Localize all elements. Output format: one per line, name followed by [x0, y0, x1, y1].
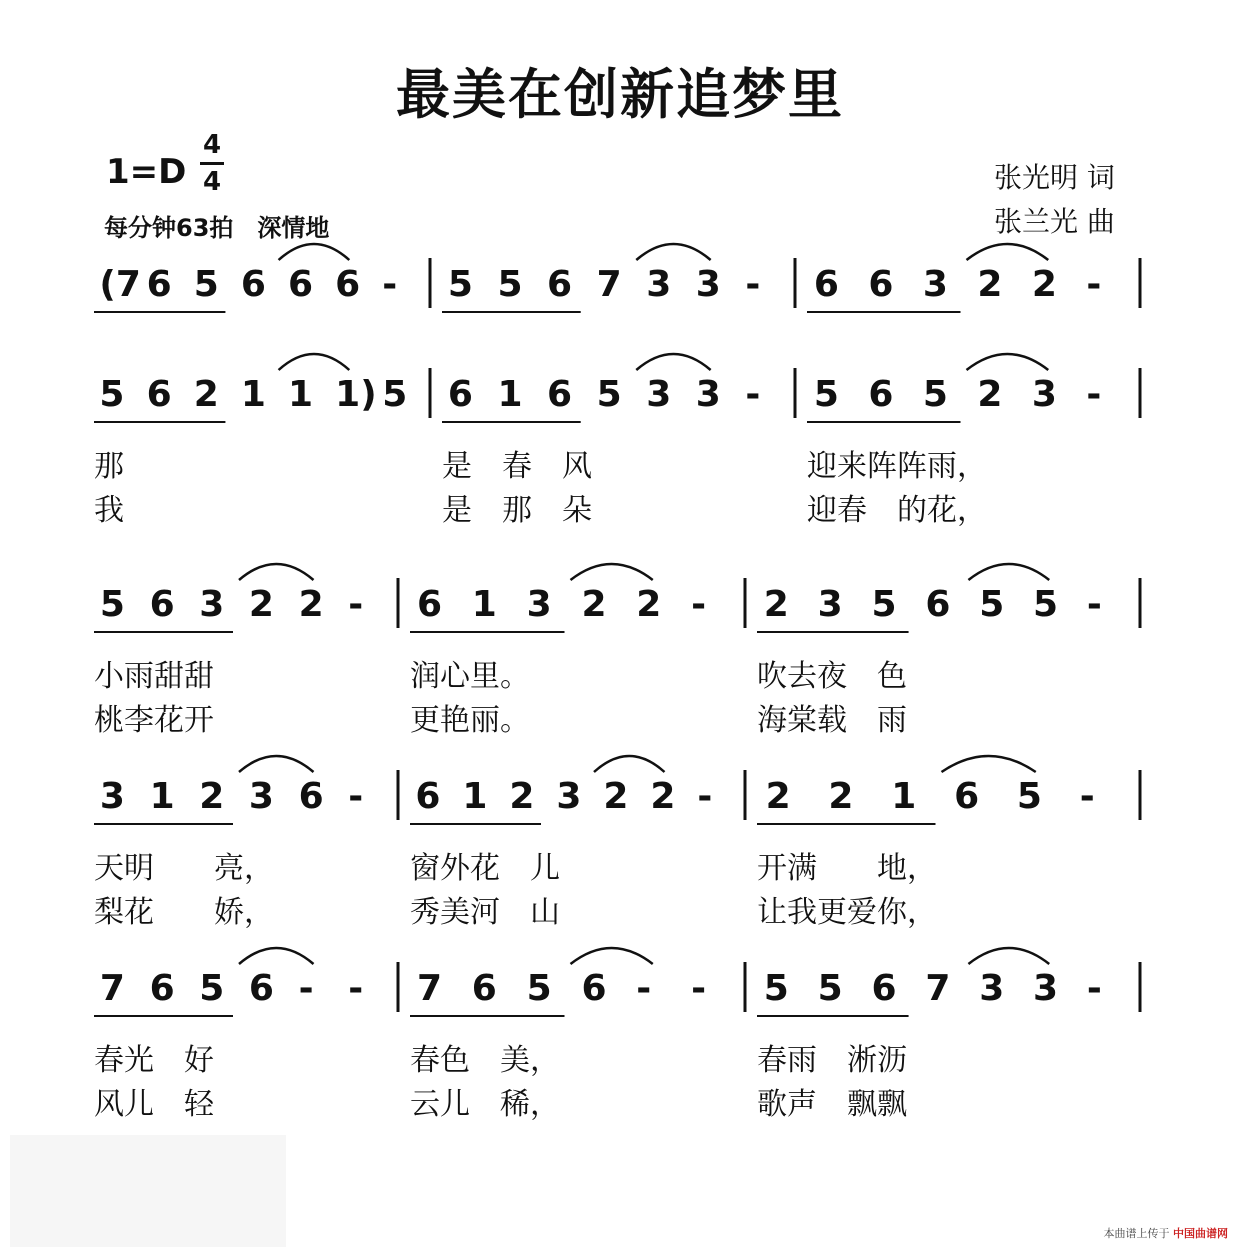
note-2-2-5: 3 — [646, 374, 672, 415]
note-3-3-3: 5 — [871, 584, 897, 625]
note-4-2-3: 2 — [509, 776, 535, 817]
note-5-2-1: 7 — [416, 968, 443, 1009]
note-1-1-5: 6 — [288, 264, 314, 305]
note-4-2-6: 2 — [650, 776, 676, 817]
note-1-3-1: 6 — [813, 264, 839, 305]
lyric-line-1: 春色 美， — [410, 1043, 560, 1078]
lyric-line-1: 春雨 淅沥 — [757, 1043, 907, 1078]
note-3-3-5: 5 — [979, 584, 1005, 625]
note-3-1-3: 3 — [199, 584, 225, 625]
note-4-2-1: 6 — [415, 776, 441, 817]
note-1-3-5: 2 — [1031, 264, 1057, 305]
composer-credit: 张兰光 曲 — [994, 205, 1115, 238]
note-5-2-4: 6 — [581, 968, 607, 1009]
note-5-1-4: 6 — [248, 968, 274, 1009]
note-1-1-2: 6 — [146, 264, 172, 305]
lyric-line-2: 我 — [94, 493, 124, 528]
note-4-1-5: 6 — [298, 776, 324, 817]
slur-arc — [968, 564, 1049, 580]
slur-arc — [968, 948, 1049, 964]
note-5-2-6: - — [691, 968, 707, 1009]
note-1-2-1: 5 — [447, 264, 473, 305]
note-4-1-6: - — [348, 776, 364, 817]
note-5-3-1: 5 — [763, 968, 789, 1009]
footer-brand: 中国曲谱网 — [1173, 1227, 1228, 1240]
note-4-3-5: 5 — [1016, 776, 1042, 817]
note-1-1-4: 6 — [240, 264, 266, 305]
note-2-2-7: - — [745, 374, 761, 415]
note-5-1-3: 5 — [199, 968, 225, 1009]
time-signature-bottom: 4 — [202, 167, 222, 197]
footer-prefix: 本曲谱上传于 — [1103, 1227, 1170, 1240]
note-5-1-2: 6 — [149, 968, 175, 1009]
note-3-1-1: 5 — [99, 584, 125, 625]
note-4-3-2: 2 — [828, 776, 854, 817]
lyric-line-2: 桃李花开 — [94, 703, 214, 738]
note-5-3-4: 7 — [925, 968, 951, 1009]
note-2-2-3: 6 — [547, 374, 573, 415]
note-3-1-6: - — [348, 584, 364, 625]
note-4-1-3: 2 — [199, 776, 225, 817]
lyric-line-1: 是 春 风 — [442, 449, 592, 484]
note-2-1-1: 5 — [99, 374, 125, 415]
note-1-2-3: 6 — [547, 264, 573, 305]
lyricist-credit: 张光明 词 — [994, 161, 1115, 194]
note-3-1-4: 2 — [248, 584, 274, 625]
note-1-2-2: 5 — [497, 264, 523, 305]
note-5-1-5: - — [298, 968, 314, 1009]
note-2-1-7: 5 — [382, 374, 408, 415]
slur-arc — [239, 564, 314, 580]
lyric-line-1: 小雨甜甜 — [94, 659, 214, 694]
time-signature-top: 4 — [202, 130, 222, 160]
lyric-line-2: 让我更爱你， — [757, 895, 937, 930]
note-1-3-3: 3 — [922, 264, 948, 305]
note-4-3-6: - — [1079, 776, 1095, 817]
note-4-2-7: - — [697, 776, 713, 817]
slur-arc — [942, 756, 1036, 772]
note-5-3-6: 3 — [1033, 968, 1059, 1009]
note-2-3-1: 5 — [813, 374, 839, 415]
slur-arc — [636, 354, 710, 370]
note-1-2-4: 7 — [596, 264, 622, 305]
note-3-2-3: 3 — [526, 584, 552, 625]
slur-arc — [239, 756, 314, 772]
note-2-1-4: 1 — [240, 374, 266, 415]
lyric-line-2: 更艳丽。 — [410, 703, 530, 738]
lyric-line-1: 天明 亮， — [94, 851, 274, 886]
slur-arc — [571, 564, 653, 580]
slur-arc — [636, 244, 710, 260]
note-4-2-5: 2 — [603, 776, 629, 817]
note-2-3-6: - — [1086, 374, 1102, 415]
note-3-3-1: 2 — [763, 584, 789, 625]
lyric-line-2: 是 那 朵 — [442, 493, 592, 528]
lyric-line-1: 春光 好 — [94, 1043, 214, 1078]
note-5-1-1: 7 — [99, 968, 125, 1009]
lyric-line-2: 秀美河 山 — [410, 895, 560, 930]
slur-arc — [594, 756, 665, 772]
slur-arc — [967, 354, 1049, 370]
lyric-line-2: 海棠载 雨 — [757, 703, 907, 738]
lyric-line-1: 润心里。 — [410, 659, 530, 694]
lyric-line-2: 梨花 娇， — [94, 895, 274, 930]
lyric-line-2: 云儿 稀， — [410, 1087, 560, 1122]
note-3-3-6: 5 — [1033, 584, 1059, 625]
note-5-3-7: - — [1086, 968, 1102, 1009]
lyric-line-1: 迎来阵阵雨， — [807, 449, 987, 484]
note-3-2-6: - — [691, 584, 707, 625]
note-1-3-6: - — [1086, 264, 1102, 305]
slur-arc — [239, 948, 314, 964]
note-1-2-5: 3 — [646, 264, 672, 305]
note-3-2-5: 2 — [636, 584, 662, 625]
note-3-1-2: 6 — [149, 584, 175, 625]
note-1-1-1: (7 — [99, 264, 141, 305]
note-2-1-6: 1) — [335, 374, 377, 415]
note-5-3-5: 3 — [979, 968, 1005, 1009]
note-5-3-2: 5 — [817, 968, 843, 1009]
lyric-line-2: 风儿 轻 — [94, 1087, 214, 1122]
lyric-line-1: 吹去夜 色 — [757, 659, 907, 694]
note-3-2-2: 1 — [471, 584, 497, 625]
note-4-1-1: 3 — [99, 776, 125, 817]
note-2-2-4: 5 — [596, 374, 622, 415]
lyric-line-2: 歌声 飘飘 — [757, 1087, 907, 1122]
note-5-3-3: 6 — [871, 968, 897, 1009]
note-3-3-4: 6 — [925, 584, 951, 625]
footer-credit — [1104, 1225, 1229, 1241]
note-5-2-2: 6 — [471, 968, 497, 1009]
note-4-2-4: 3 — [556, 776, 582, 817]
note-3-2-1: 6 — [416, 584, 443, 625]
note-1-3-4: 2 — [977, 264, 1003, 305]
lyric-line-1: 开满 地， — [757, 851, 937, 886]
note-2-3-3: 5 — [922, 374, 948, 415]
note-5-1-6: - — [348, 968, 364, 1009]
key-signature: 1=D — [106, 152, 187, 192]
slur-arc — [279, 244, 350, 260]
note-4-1-2: 1 — [149, 776, 175, 817]
lyric-line-1: 窗外花 儿 — [410, 851, 560, 886]
note-2-1-2: 6 — [146, 374, 172, 415]
note-2-3-4: 2 — [977, 374, 1003, 415]
lyric-line-2: 迎春 的花， — [807, 493, 987, 528]
note-4-2-2: 1 — [462, 776, 488, 817]
slur-arc — [571, 948, 653, 964]
tempo-marking: 每分钟63拍 深情地 — [104, 214, 330, 242]
note-3-3-2: 3 — [817, 584, 843, 625]
note-4-1-4: 3 — [248, 776, 274, 817]
note-2-3-5: 3 — [1031, 374, 1057, 415]
slur-arc — [967, 244, 1049, 260]
note-2-1-5: 1 — [288, 374, 314, 415]
note-3-1-5: 2 — [298, 584, 324, 625]
note-2-1-3: 2 — [193, 374, 219, 415]
note-4-3-4: 6 — [954, 776, 980, 817]
note-2-2-6: 3 — [695, 374, 721, 415]
note-3-3-7: - — [1086, 584, 1102, 625]
note-3-2-4: 2 — [581, 584, 607, 625]
song-title: 最美在创新追梦里 — [396, 62, 844, 126]
note-1-3-2: 6 — [868, 264, 894, 305]
note-1-2-6: 3 — [695, 264, 721, 305]
note-1-1-3: 5 — [193, 264, 219, 305]
note-1-1-7: - — [382, 264, 398, 305]
note-2-2-2: 1 — [497, 374, 523, 415]
note-1-2-7: - — [745, 264, 761, 305]
note-2-2-1: 6 — [447, 374, 473, 415]
note-5-2-3: 5 — [526, 968, 552, 1009]
slur-arc — [279, 354, 350, 370]
note-1-1-6: 6 — [335, 264, 361, 305]
note-4-3-3: 1 — [891, 776, 917, 817]
note-5-2-5: - — [636, 968, 652, 1009]
lyric-line-1: 那 — [94, 449, 124, 484]
note-4-3-1: 2 — [765, 776, 791, 817]
note-2-3-2: 6 — [868, 374, 894, 415]
